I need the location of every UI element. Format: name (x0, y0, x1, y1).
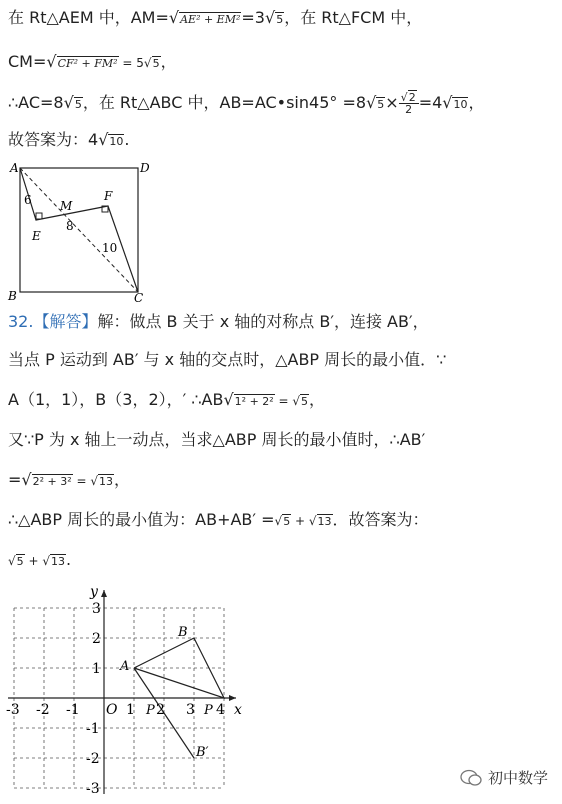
text: 当点 P 运动到 AB′ 与 x 轴的交点时，△ABP 周长的最小值．∵ (8, 350, 447, 369)
axes (8, 590, 236, 794)
answer-32-line-6 (8, 510, 429, 532)
radicand: 2 (408, 91, 416, 104)
radicand: 10 (109, 135, 124, 148)
text: ∴AC=8 (8, 93, 64, 112)
radicand: 5 (283, 515, 291, 528)
text: =4 (418, 93, 443, 112)
point-label-b-prime: B′ (196, 745, 209, 760)
radicand: 2² + 3² (32, 475, 72, 488)
text: + (24, 554, 43, 568)
answer-32-line-4 (8, 430, 425, 450)
text: . (124, 130, 130, 149)
denominator: 2 (405, 103, 413, 116)
y-axis-label: y (90, 586, 98, 600)
text: ， (160, 52, 177, 71)
y-tick-label: 2 (92, 631, 101, 647)
coordinate-grid-figure (4, 586, 264, 800)
solution-line-3 (8, 92, 485, 115)
label-m: M (60, 199, 73, 213)
text: 故答案为：4 (8, 130, 99, 149)
radical: √13 (42, 554, 65, 568)
radicand: AE² + EM² (180, 13, 241, 26)
label-f: F (104, 189, 113, 203)
point-label-p: P (146, 703, 155, 718)
answer-tag: 【解答】 (33, 312, 98, 331)
radical: √5 (366, 93, 385, 112)
answer-32-line-1 (8, 312, 429, 332)
radical: √5 (8, 554, 24, 568)
right-angle-e (36, 213, 42, 219)
radicand: 10 (453, 98, 468, 111)
watermark (460, 767, 548, 788)
answer-32-line-3 (8, 390, 325, 412)
text: CM= (8, 52, 47, 71)
radical: √5 (274, 514, 291, 528)
text: ， (468, 93, 485, 112)
radical: √1² + 2² (223, 390, 274, 409)
text: =3 (241, 8, 265, 27)
radical: √13 (90, 474, 113, 488)
fraction: $\frac{√2}{2}$ (399, 92, 419, 115)
answer-32-line-7 (8, 550, 71, 572)
x-tick-label: 3 (186, 702, 195, 718)
radical: √2² + 3² (21, 470, 72, 489)
text: × (385, 93, 399, 112)
solution-line-1 (8, 8, 422, 30)
x-tick-label: O (106, 702, 118, 718)
radical: √CF² + FM² (46, 52, 118, 71)
text: ，在 Rt△FCM 中， (284, 8, 423, 27)
labels (6, 586, 242, 797)
radical: √AE² + EM² (168, 8, 241, 27)
text: . (66, 550, 72, 569)
radical: √13 (308, 514, 332, 528)
point-label-a: A (120, 659, 130, 674)
radicand: 5 (276, 13, 284, 26)
y-tick-label: 1 (92, 661, 101, 677)
text: ， (113, 470, 130, 489)
text: 在 Rt△AEM 中，AM= (8, 8, 169, 27)
text: ∴△ABP 周长的最小值为：AB+AB′ = (8, 510, 275, 529)
radicand: 13 (51, 555, 65, 568)
text: A（1，1），B（3，2），′ ∴AB (8, 390, 224, 409)
radicand: 13 (98, 475, 113, 488)
point-label-b: B (178, 625, 188, 640)
text: = (8, 470, 22, 489)
radicand: CF² + FM² (57, 57, 118, 70)
text: ， (309, 390, 326, 409)
x-axis-arrow (229, 695, 236, 701)
square-figure (4, 156, 164, 304)
radicand: 1² + 2² (234, 395, 274, 408)
text: 又∵P 为 x 轴上一动点，当求△ABP 周长的最小值时，∴AB′ (8, 430, 426, 449)
radical: √5 (264, 8, 284, 27)
solution-line-2 (8, 52, 177, 74)
y-tick-label: 3 (92, 601, 101, 617)
y-tick-label: -2 (86, 751, 100, 767)
x-tick-label: -1 (66, 702, 80, 718)
label-c: C (134, 291, 144, 304)
y-tick-label: -3 (86, 781, 100, 797)
x-tick-label: -3 (6, 702, 20, 718)
watermark-text: 初中数学 (487, 769, 548, 787)
answer-32-line-5 (8, 470, 130, 492)
y-tick-label: -1 (86, 721, 100, 737)
text: 解：做点 B 关于 x 轴的对称点 B′，连接 AB′， (97, 312, 429, 331)
text: = (72, 474, 91, 488)
radical: √10 (98, 130, 124, 149)
text: ．故答案为： (332, 510, 429, 529)
x-tick-label: 1 (126, 702, 135, 718)
point-label-p: P (204, 703, 213, 718)
radical: √5 (63, 93, 82, 112)
length-fc: 10 (102, 241, 118, 255)
label-e: E (32, 229, 41, 243)
x-tick-label: 2 (156, 702, 165, 718)
text: ，在 Rt△ABC 中，AB=AC•sin45° =8 (82, 93, 367, 112)
answer-32-line-2 (8, 350, 446, 370)
text: + (291, 514, 309, 528)
label-d: D (140, 161, 150, 175)
x-tick-label: -2 (36, 702, 50, 718)
y-axis-arrow (101, 590, 107, 597)
radical: √10 (442, 93, 468, 112)
label-b: B (8, 289, 17, 303)
radicand: 5 (74, 98, 82, 111)
radicand: 13 (317, 515, 332, 528)
x-tick-label: 4 (216, 702, 225, 718)
radicand: 5 (377, 98, 385, 111)
text: = 5 (118, 56, 144, 70)
text: = (274, 394, 293, 408)
chat-bubble-icon (460, 769, 482, 787)
radical: √5 (143, 56, 160, 70)
radicand: 5 (152, 57, 160, 70)
length-ae: 6 (24, 193, 32, 207)
label-a: A (10, 161, 19, 175)
radicand: 5 (16, 555, 24, 568)
radicand: 5 (301, 395, 309, 408)
x-axis-label: x (234, 702, 242, 718)
radical: √5 (292, 394, 309, 408)
question-number: 32. (8, 312, 34, 331)
length-ef: 8 (66, 219, 74, 233)
solution-line-4 (8, 130, 129, 152)
